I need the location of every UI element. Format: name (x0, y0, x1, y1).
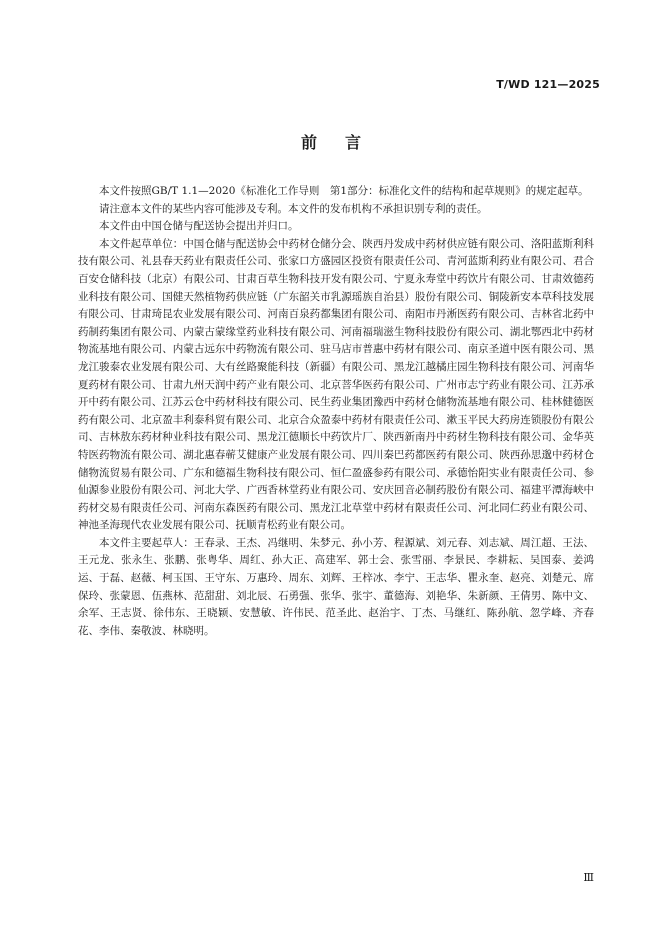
paragraph-drafters: 本文件主要起草人：王春录、王杰、冯继明、朱梦元、孙小芳、程源斌、刘元春、刘志斌、周江超、王法、王元龙、张永生、张鹏、张粤华、周红、孙大正、高建军、郭士会、张雪丽、李景民、李耕耘、吴国泰、姜鸿运、于磊、赵薇、柯玉国、王守东、万惠玲、周东、刘辉、王梓冰、李宁、王志华、瞿永奎、赵亮、刘楚元、席保玲、张蒙恩、伍燕林、范甜甜、刘北辰、石勇强、张华、张宇、董德海、刘艳华、朱新颜、王倩男、陈中文、余军、王志贤、徐伟东、王晓颖、安慧敏、许伟民、范圣此、赵治宇、丁杰、马继红、陈孙航、忽学峰、齐春花、李伟、秦敬波、林晓明。 (78, 536, 594, 637)
document-code: T/WD 121—2025 (496, 78, 600, 91)
paragraph-drafting-rules: 本文件按照GB/T 1.1—2020《标准化工作导则 第1部分：标准化文件的结构和起草规则》的规定起草。 (99, 185, 589, 197)
paragraph-proposer: 本文件由中国仓储与配送协会提出并归口。 (99, 220, 299, 233)
paragraph-patent-notice: 请注意本文件的某些内容可能涉及专利。本文件的发布机构不承担识别专利的责任。 (99, 202, 488, 215)
page-number: Ⅲ (583, 871, 594, 884)
page-title: 前言 (300, 133, 389, 152)
foreword-body (78, 183, 594, 640)
paragraph-drafting-units: 本文件起草单位：中国仓储与配送协会中药材仓储分会、陕西丹发成中药材供应链有限公司、洛阳蓝斯利科技有限公司、礼县春天药业有限责任公司、张家口方盛园区投资有限责任公司、青河蓝斯利药业有限公司、君合百安仓储科技（北京）有限公司、甘肃百草生物科技开发有限公司、宁夏永寿堂中药饮片有限公司、甘肃效德药业科技有限公司、国健天然植物药供应链（广东韶关市乳源瑶族自治县）股份有限公司、铜陵新安本草科技发展有限公司、甘肃琦昆农业发展有限公司、河南百泉药都集团有限公司、南阳市丹淅医药有限公司、吉林省北药中药制药集团有限公司、内蒙古蒙缘堂药业科技有限公司、河南福瑞滋生物科技股份有限公司、湖北鄂西北中药材物流基地有限公司、内蒙古远东中药物流有限公司、驻马店市普惠中药材有限公司、南京圣道中医有限公司、黑龙江骏泰农业发展有限公司、大有丝路聚能科技（新疆）有限公司、黑龙江越橘庄园生物科技有限公司、河南华夏药材有限公司、甘肃九州天润中药产业有限公司、北京菩华医药有限公司、广州市志宁药业有限公司、江苏承开中药有限公司、江苏云仓中药材科技有限公司、民生药业集团豫西中药材仓储物流基地有限公司、桂林健德医药有限公司、北京盈丰利泰科贸有限公司、北京合众盈泰中药材有限责任公司、漱玉平民大药房连锁股份有限公司、吉林敖东药材种业科技有限公司、黑龙江德顺长中药饮片厂、陕西新南丹中药材生物科技有限公司、金华英特医药物流有限公司、湖北惠春蕲艾健康产业发展有限公司、四川秦巴药都医药有限公司、陕西孙思邈中药材仓储物流贸易有限公司、广东和德福生物科技有限公司、恒仁盈盛参药有限公司、承德怡阳实业有限责任公司、参仙源参业股份有限公司、河北大学、广西香林堂药业有限公司、安庆回音必制药股份有限公司、福建平潭海峡中药材交易有限责任公司、河南东森医药有限公司、黑龙江北草堂中药材有限责任公司、河北同仁药业有限公司、神池圣海现代农业发展有限公司、抚顺青松药业有限公司。 (78, 237, 594, 532)
